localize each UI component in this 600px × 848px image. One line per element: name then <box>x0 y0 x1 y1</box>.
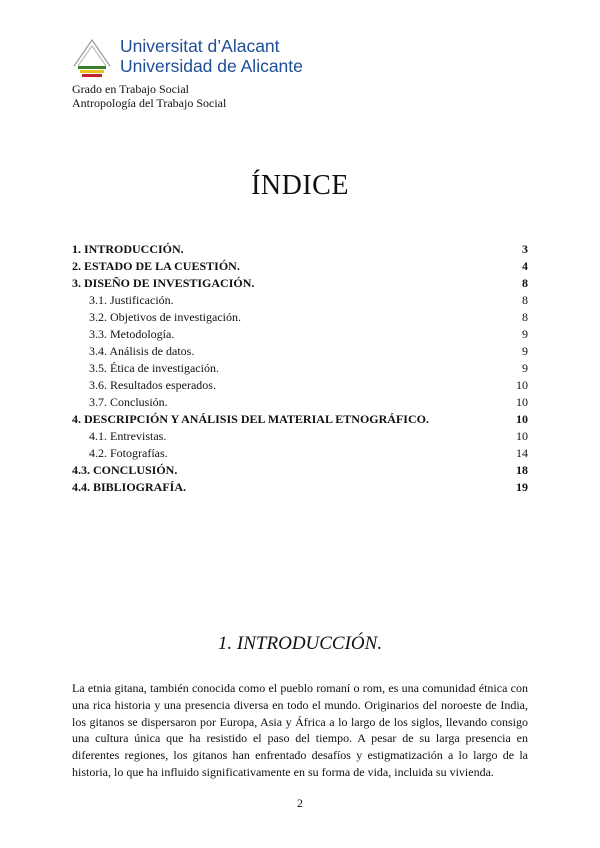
toc-entry-page: 19 <box>516 480 528 494</box>
degree-label: Grado en Trabajo Social <box>72 82 189 96</box>
toc-entry-title: 4. DESCRIPCIÓN Y ANÁLISIS DEL MATERIAL ETNOGRÁFICO. <box>72 412 429 426</box>
toc-subentry[interactable] <box>72 326 528 343</box>
toc-entry-page: 10 <box>516 429 528 443</box>
index-title: ÍNDICE <box>251 170 349 201</box>
toc-entry-page: 3 <box>522 242 528 256</box>
course-label: Antropología del Trabajo Social <box>72 96 227 110</box>
toc-entry-title: 3.5. Ética de investigación. <box>89 361 219 375</box>
toc-entry-title: 4.1. Entrevistas. <box>89 429 167 443</box>
table-of-contents <box>72 241 528 496</box>
toc-subentry[interactable] <box>72 394 528 411</box>
toc-entry-title: 3. DISEÑO DE INVESTIGACIÓN. <box>72 276 255 290</box>
toc-entry-page: 14 <box>516 446 528 460</box>
section-heading: 1. INTRODUCCIÓN. <box>217 633 383 654</box>
toc-entry-page: 8 <box>522 310 528 324</box>
toc-entry-page: 10 <box>516 412 528 426</box>
toc-entry[interactable] <box>72 479 528 496</box>
toc-subentry[interactable] <box>72 309 528 326</box>
page-number: 2 <box>297 796 303 810</box>
toc-entry-title: 3.3. Metodología. <box>89 327 175 341</box>
toc-entry-page: 8 <box>522 293 528 307</box>
toc-entry-title: 1. INTRODUCCIÓN. <box>72 242 184 256</box>
university-logo <box>72 36 312 82</box>
toc-entry-page: 8 <box>522 276 528 290</box>
toc-subentry[interactable] <box>72 343 528 360</box>
toc-entry-page: 9 <box>522 327 528 341</box>
toc-entry-title: 4.4. BIBLIOGRAFÍA. <box>72 480 187 494</box>
toc-entry-page: 18 <box>516 463 528 477</box>
toc-entry-page: 10 <box>516 395 528 409</box>
toc-entry[interactable] <box>72 275 528 292</box>
toc-entry-title: 2. ESTADO DE LA CUESTIÓN. <box>72 259 240 273</box>
toc-entry[interactable] <box>72 411 528 428</box>
toc-entry-page: 4 <box>522 259 528 273</box>
toc-entry-title: 3.6. Resultados esperados. <box>89 378 216 392</box>
toc-subentry[interactable] <box>72 428 528 445</box>
university-name <box>120 36 303 76</box>
body-paragraph: La etnia gitana, también conocida como el pueblo romaní o rom, es una comunidad étnica con una rica historia y una presencia diversa en todo el mundo. Originarios del noroeste de India, los gitanos se dispersaron por Europa, Asia y África a lo largo de los siglos, llevando consigo una cultura única que ha resistido el paso del tiempo. A pesar de su larga presencia en diferentes regiones, los gitanos han enfrentado desafíos y estigmatización a lo largo de la historia, lo que ha influido significativamente en su forma de vida, incluida su vivienda. <box>72 681 528 779</box>
toc-subentry[interactable] <box>72 292 528 309</box>
toc-entry-page: 9 <box>522 361 528 375</box>
toc-entry[interactable] <box>72 241 528 258</box>
toc-subentry[interactable] <box>72 377 528 394</box>
toc-entry-title: 4.2. Fotografías. <box>89 446 168 460</box>
toc-entry-title: 3.1. Justificación. <box>89 293 174 307</box>
toc-entry-title: 3.7. Conclusión. <box>89 395 168 409</box>
toc-entry-page: 9 <box>522 344 528 358</box>
university-name-ca: Universitat d’Alacant <box>120 36 280 56</box>
toc-entry-title: 3.4. Análisis de datos. <box>89 344 195 358</box>
toc-entry-title: 3.2. Objetivos de investigación. <box>89 310 241 324</box>
document-header <box>72 82 226 110</box>
toc-entry[interactable] <box>72 258 528 275</box>
university-emblem-icon <box>72 36 112 78</box>
toc-subentry[interactable] <box>72 360 528 377</box>
toc-subentry[interactable] <box>72 445 528 462</box>
toc-entry[interactable] <box>72 462 528 479</box>
toc-entry-title: 4.3. CONCLUSIÓN. <box>72 463 178 477</box>
toc-entry-page: 10 <box>516 378 528 392</box>
university-name-es: Universidad de Alicante <box>120 56 303 76</box>
